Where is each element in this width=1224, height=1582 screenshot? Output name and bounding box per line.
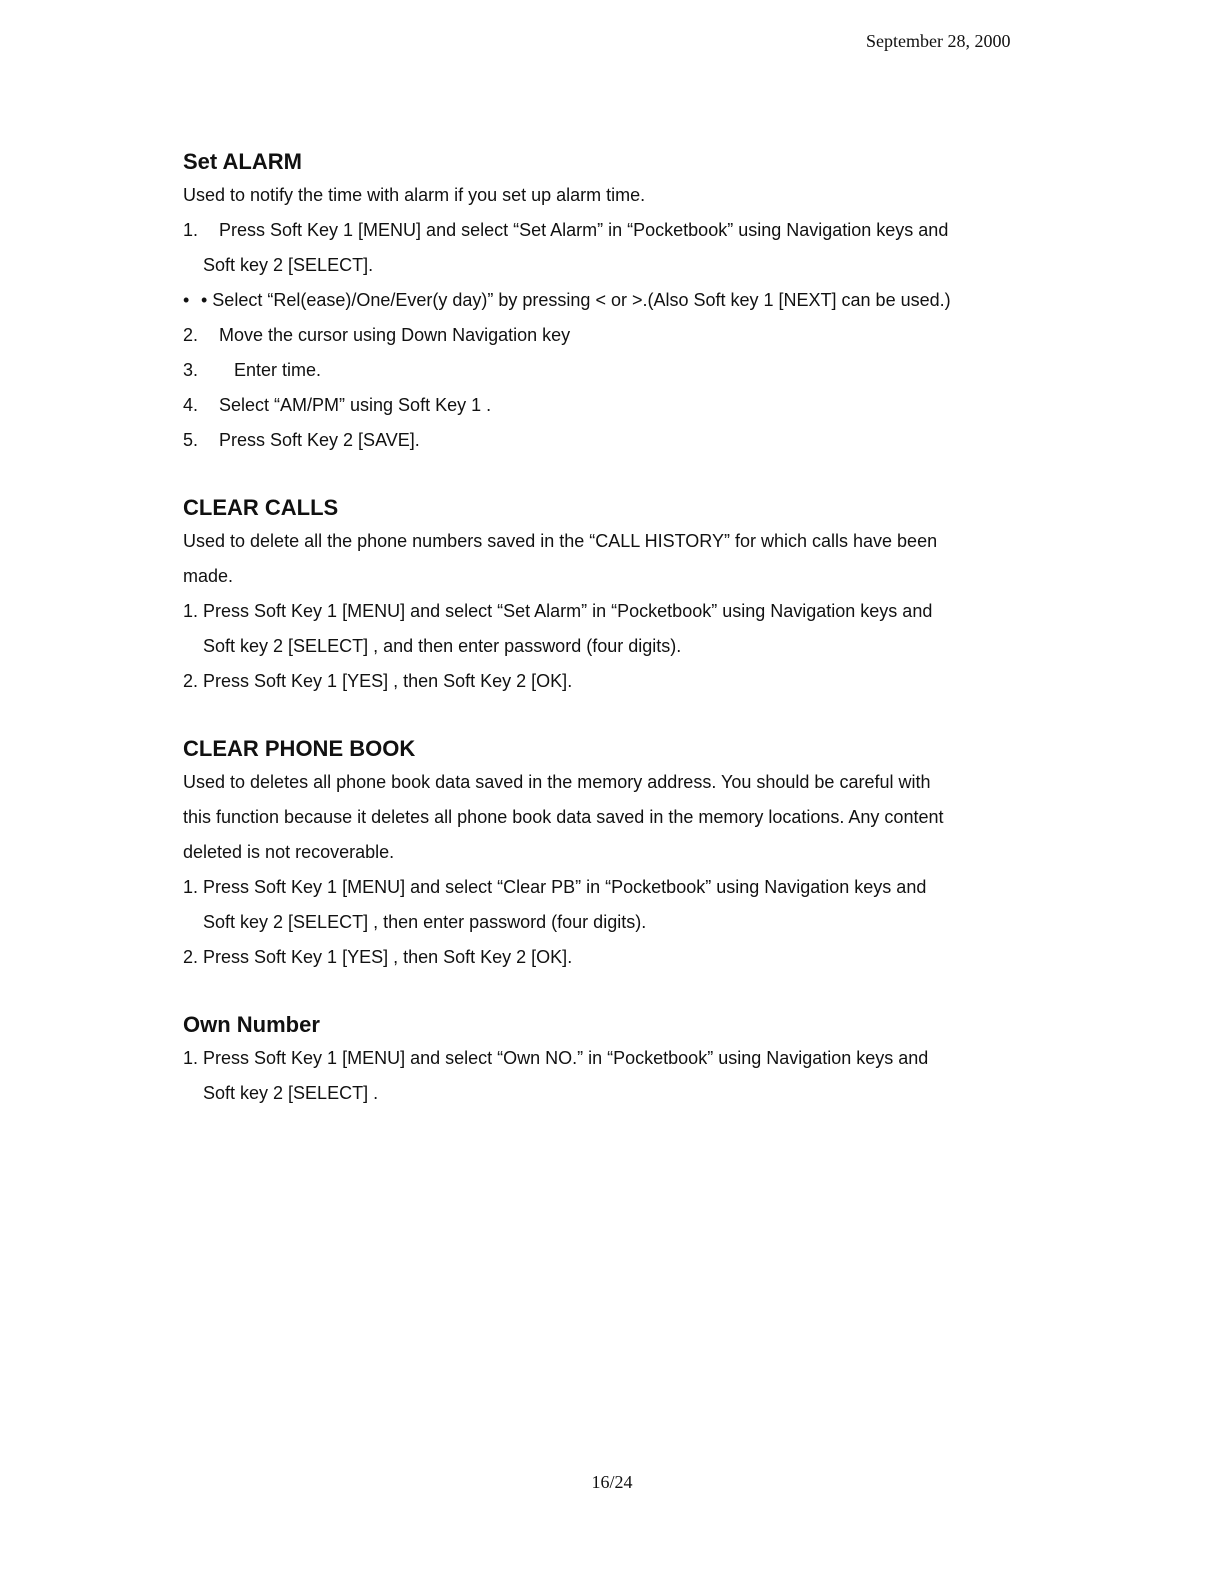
section-intro: Used to delete all the phone numbers saved in the “CALL HISTORY” for which calls have been — [183, 531, 938, 551]
section-intro-continued: made. — [183, 566, 234, 586]
step-text: Select “AM/PM” using Soft Key 1 . — [219, 395, 492, 415]
section-title: CLEAR CALLS — [183, 495, 339, 520]
step-text: Press Soft Key 1 [MENU] and select “Set Alarm” in “Pocketbook” using Navigation keys and — [219, 220, 949, 240]
step-1 — [183, 213, 1033, 283]
step-number: 2. — [183, 325, 199, 345]
step-3 — [183, 353, 1033, 388]
document-body — [183, 146, 1033, 1145]
step-2: 2. Press Soft Key 1 [YES] , then Soft Key 2 [OK]. — [183, 947, 573, 967]
step-1 — [183, 1041, 1033, 1111]
step-2 — [183, 318, 1033, 353]
section-clear-phone-book — [183, 733, 1033, 975]
step-text: 1. Press Soft Key 1 [MENU] and select “Clear PB” in “Pocketbook” using Navigation keys and — [183, 877, 927, 897]
step-text: Press Soft Key 2 [SAVE]. — [219, 430, 420, 450]
step-number: 5. — [183, 430, 199, 450]
step-number: 1. — [183, 220, 199, 240]
section-intro-continued: deleted is not recoverable. — [183, 842, 395, 862]
bullet-marker: • — [183, 290, 190, 310]
step-2: 2. Press Soft Key 1 [YES] , then Soft Key 2 [OK]. — [183, 671, 573, 691]
step-1 — [183, 870, 1033, 940]
step-text: • Select “Rel(ease)/One/Ever(y day)” by pressing < or >.(Also Soft key 1 [NEXT] can be used.) — [201, 290, 951, 310]
section-set-alarm — [183, 146, 1033, 458]
section-intro: Used to deletes all phone book data saved in the memory address. You should be careful with — [183, 772, 931, 792]
step-text: 1. Press Soft Key 1 [MENU] and select “Set Alarm” in “Pocketbook” using Navigation keys and — [183, 601, 933, 621]
section-clear-calls — [183, 492, 1033, 699]
page-number: 16/24 — [591, 1472, 633, 1492]
step-number: 3. — [183, 360, 199, 380]
step-4 — [183, 388, 1033, 423]
step-text-continued: Soft key 2 [SELECT] . — [203, 1083, 379, 1103]
step-text: Enter time. — [229, 360, 322, 380]
step-text: Move the cursor using Down Navigation key — [219, 325, 571, 345]
page-date: September 28, 2000 — [866, 31, 1011, 51]
section-intro-continued: this function because it deletes all phone book data saved in the memory locations. Any content — [183, 807, 944, 827]
step-text-continued: Soft key 2 [SELECT] , then enter password (four digits). — [203, 912, 647, 932]
section-intro: Used to notify the time with alarm if you set up alarm time. — [183, 185, 646, 205]
step-text: 1. Press Soft Key 1 [MENU] and select “Own NO.” in “Pocketbook” using Navigation keys and — [183, 1048, 929, 1068]
section-own-number — [183, 1009, 1033, 1111]
section-title: Set ALARM — [183, 149, 302, 174]
step-1 — [183, 594, 1033, 664]
step-5 — [183, 423, 1033, 458]
step-text-continued: Soft key 2 [SELECT]. — [203, 255, 374, 275]
step-bullet — [183, 283, 1033, 318]
section-title: Own Number — [183, 1012, 320, 1037]
section-title: CLEAR PHONE BOOK — [183, 736, 416, 761]
step-text-continued: Soft key 2 [SELECT] , and then enter password (four digits). — [203, 636, 682, 656]
step-number: 4. — [183, 395, 199, 415]
